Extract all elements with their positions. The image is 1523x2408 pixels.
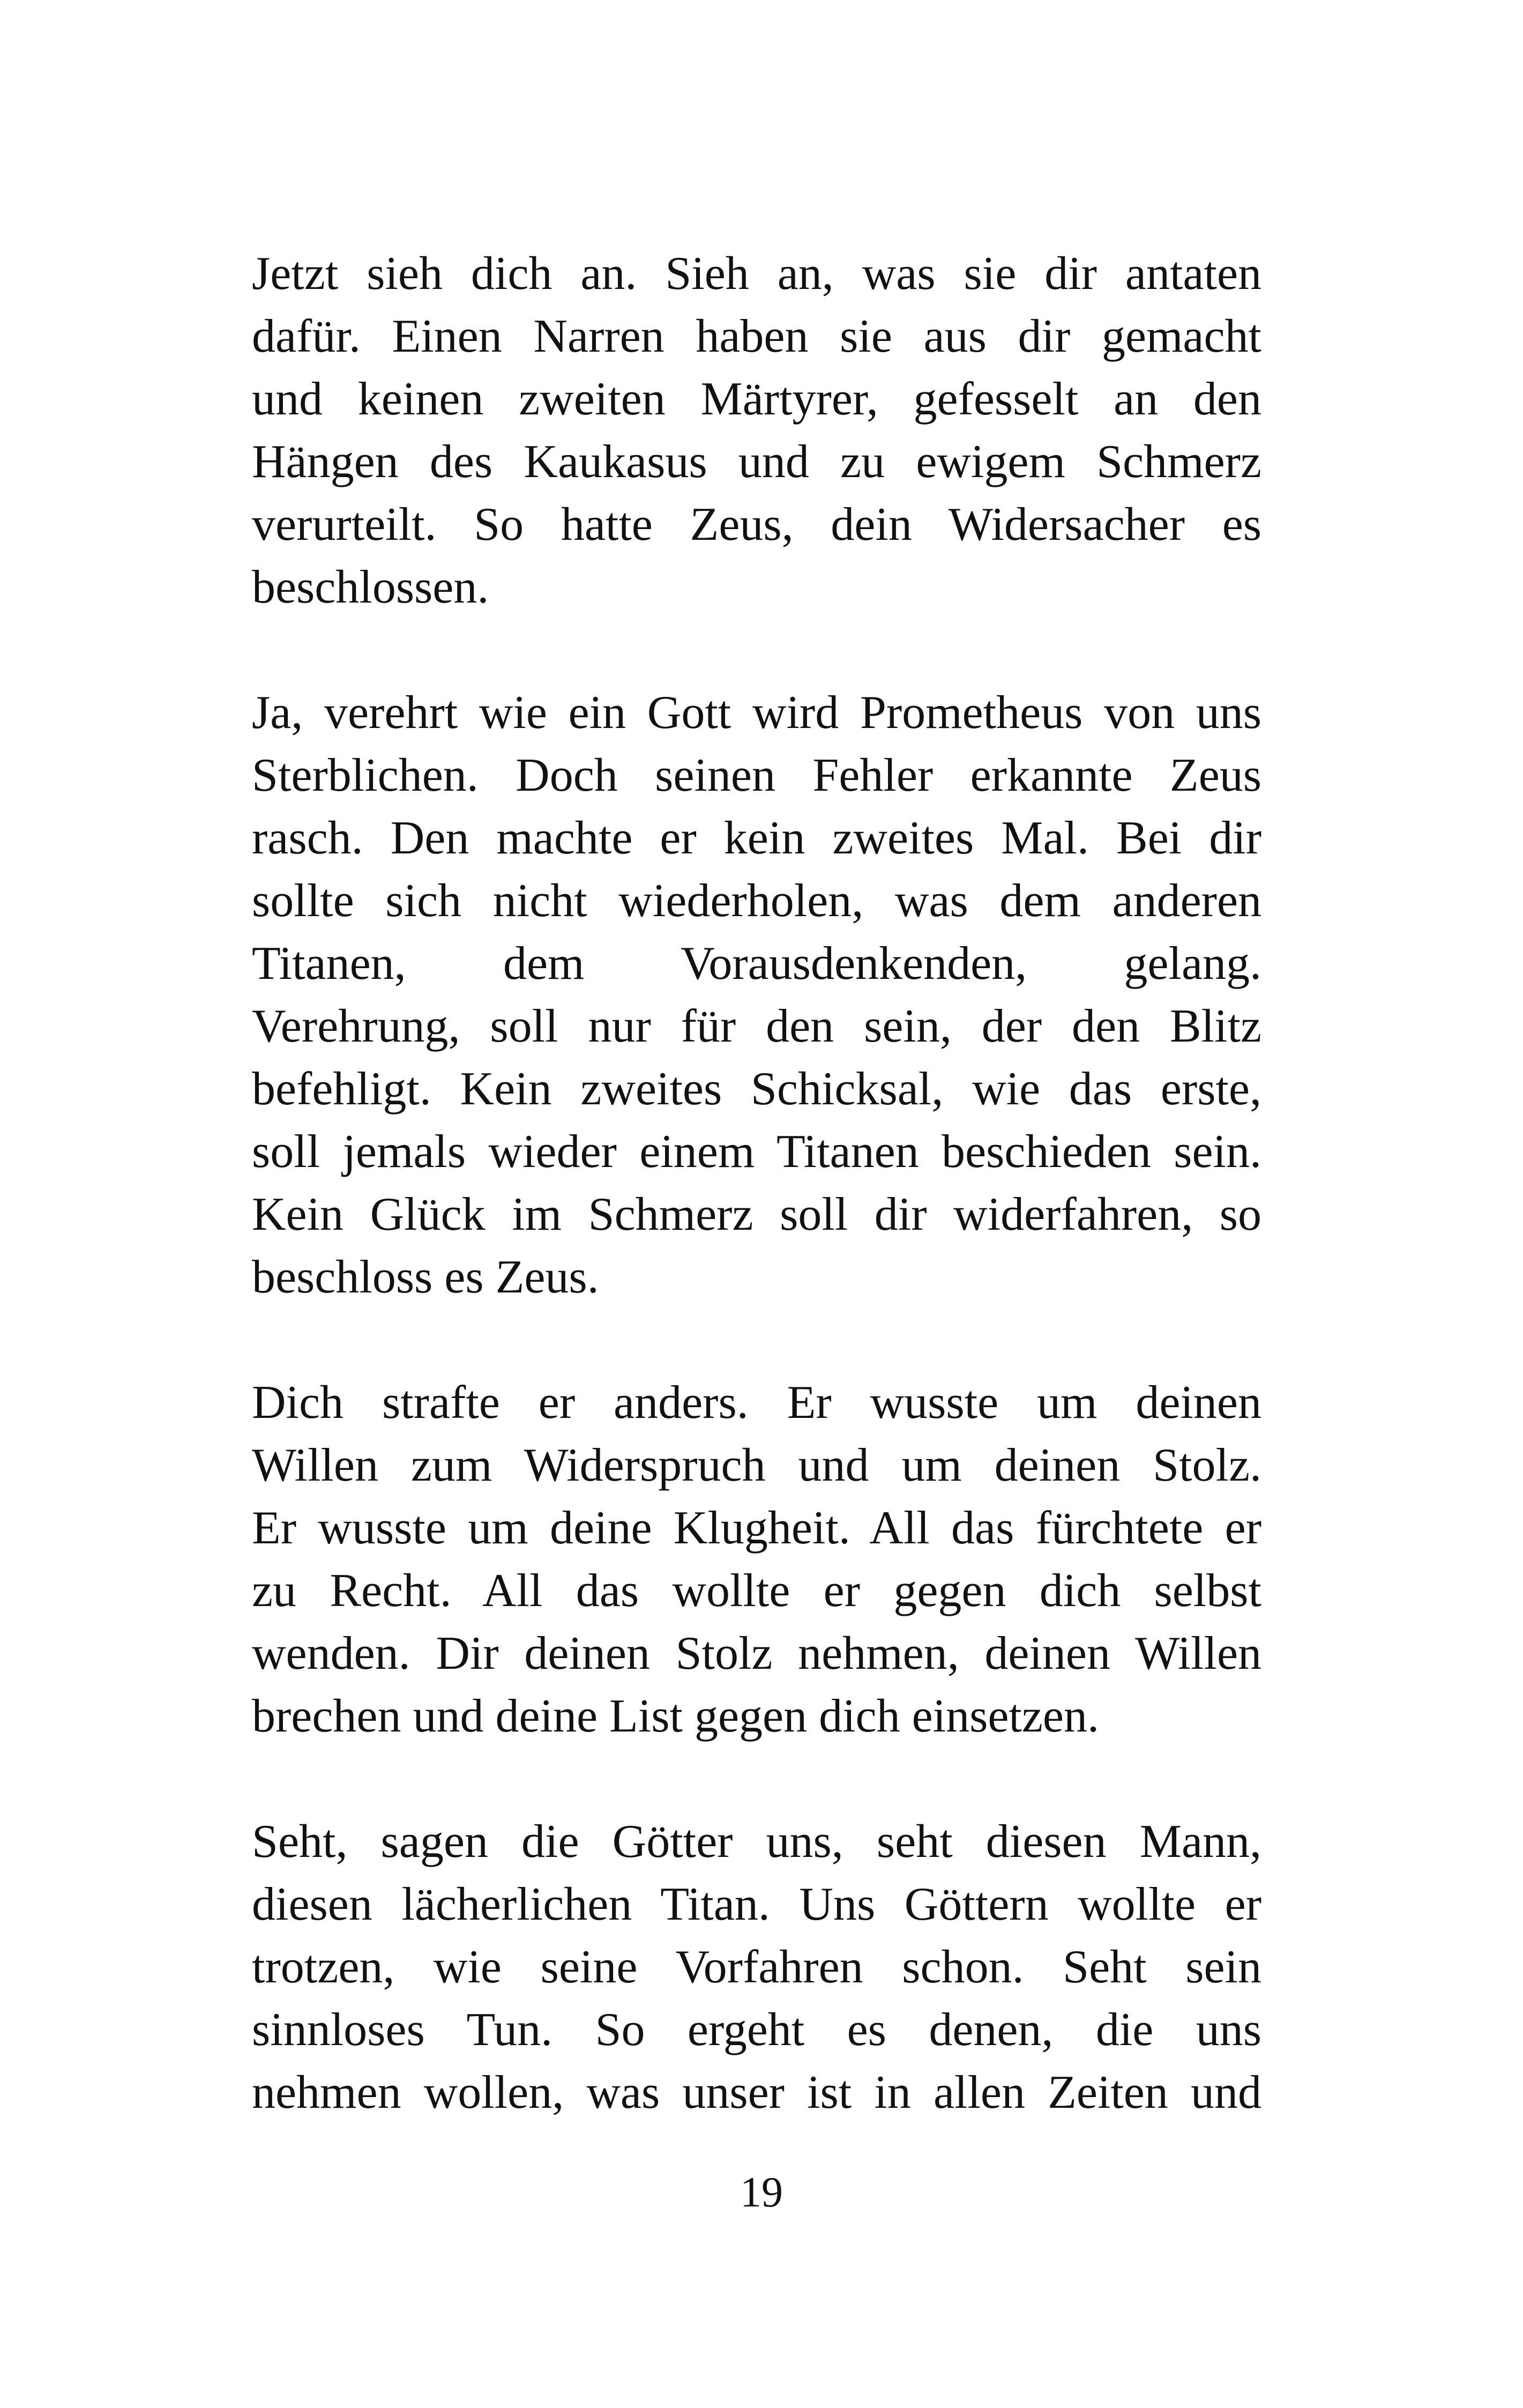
paragraph-2	[252, 681, 1261, 1309]
text-line: diesen lächerlichen Titan. Uns Göttern wollte er	[252, 1878, 1261, 1930]
text-line: Sterblichen. Doch seinen Fehler erkannte Zeus	[252, 749, 1261, 801]
text-line: und keinen zweiten Märtyrer, gefesselt an den	[252, 373, 1261, 425]
text-line: Titanen, dem Vorausdenkenden, gelang.	[252, 938, 1261, 990]
text-line: Hängen des Kaukasus und zu ewigem Schmerz	[252, 436, 1261, 488]
text-line: brechen und deine List gegen dich einsetzen.	[252, 1690, 1099, 1742]
text-line: Willen zum Widerspruch und um deinen Stolz.	[252, 1439, 1261, 1491]
text-line: beschloss es Zeus.	[252, 1251, 599, 1303]
paragraph-4	[252, 1810, 1261, 2124]
text-line: sinnloses Tun. So ergeht es denen, die uns	[252, 2004, 1261, 2056]
text-line: Er wusste um deine Klugheit. All das fürchtete er	[252, 1502, 1261, 1554]
text-line: Ja, verehrt wie ein Gott wird Prometheus von uns	[252, 687, 1261, 739]
page-number: 19	[740, 2169, 783, 2216]
text-line: rasch. Den machte er kein zweites Mal. Bei dir	[252, 812, 1261, 864]
text-line: soll jemals wieder einem Titanen beschieden sein.	[252, 1126, 1261, 1178]
text-line: befehligt. Kein zweites Schicksal, wie das erste,	[252, 1063, 1261, 1115]
text-line: beschlossen.	[252, 561, 489, 613]
paragraph-1	[252, 242, 1261, 619]
text-line: Verehrung, soll nur für den sein, der den Blitz	[252, 1000, 1261, 1052]
text-line: verurteilt. So hatte Zeus, dein Widersacher es	[252, 499, 1261, 551]
text-line: nehmen wollen, was unser ist in allen Zeiten und	[252, 2067, 1261, 2119]
text-line: zu Recht. All das wollte er gegen dich selbst	[252, 1565, 1261, 1617]
text-line: wenden. Dir deinen Stolz nehmen, deinen Willen	[252, 1627, 1261, 1679]
body-text	[252, 242, 1261, 2124]
paragraph-3	[252, 1371, 1261, 1748]
text-line: Seht, sagen die Götter uns, seht diesen Mann,	[252, 1816, 1261, 1868]
text-line: Dich strafte er anders. Er wusste um deinen	[252, 1377, 1261, 1429]
text-line: Kein Glück im Schmerz soll dir widerfahren, so	[252, 1188, 1261, 1240]
text-line: dafür. Einen Narren haben sie aus dir gemacht	[252, 310, 1261, 362]
text-line: Jetzt sieh dich an. Sieh an, was sie dir antaten	[252, 248, 1261, 300]
text-line: trotzen, wie seine Vorfahren schon. Seht sein	[252, 1941, 1261, 1993]
text-line: sollte sich nicht wiederholen, was dem anderen	[252, 875, 1261, 927]
